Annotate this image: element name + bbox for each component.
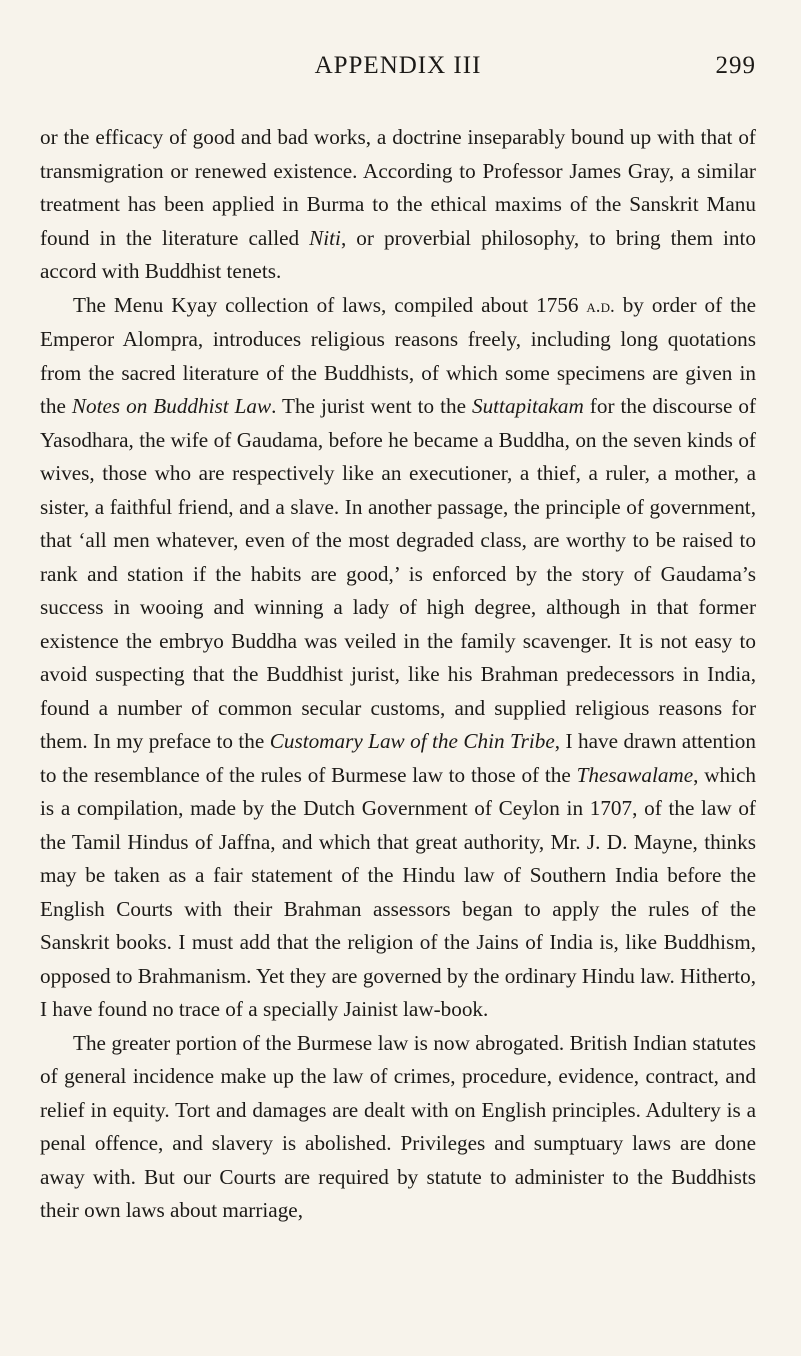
text-run: , which is a compilation, made by the Dutch Government of Ceylon in 1707, of the law of the Tamil Hindus of Jaffna, and which that great authority, Mr. J. D. Mayne, thinks may be taken as a fair statement of the Hindu law of Southern India before the English Courts with their Brahman assessors began to apply the rules of the Sanskrit books. I must add that the religion of the Jains of India is, like Buddhism, opposed to Brahmanism. Yet they are governed by the ordinary Hindu law. Hitherto, I have found no trace of a specially Jainist law-book. — [40, 762, 756, 1021]
italic-title: Thesawalame — [576, 762, 694, 787]
paragraph-menu-kyay — [40, 289, 756, 1027]
text-run: for the discourse of Yasodhara, the wife of Gaudama, before he became a Buddha, on the seven kinds of wives, those who are respectively like an executioner, a thief, a ruler, a mother, a sister, a faithful friend, and a slave. In another passage, the principle of government, that ‘all men whatever, even of the most degraded class, are worthy to be raised to rank and station if the habits are good,’ is enforced by the story of Gaudama’s success in wooing and winning a lady of high degree, although in that former existence the embryo Buddha was veiled in the family scavenger. It is not easy to avoid suspecting that the Buddhist jurist, like his Brahman predecessors in India, found a number of common secular customs, and supplied religious reasons for them. In my preface to the — [40, 394, 757, 753]
running-header — [40, 52, 756, 86]
italic-term: Niti — [309, 225, 341, 250]
running-title: APPENDIX III — [314, 52, 482, 79]
text-run: or the efficacy of good and bad works, a doctrine inseparably bound up with that of transmigration or renewed existence. According to Professor James Gray, a similar treatment has been applied in Burma to the ethical maxims of the Sanskrit Manu found in the literature called — [40, 125, 756, 250]
text-run: The greater portion of the Burmese law is now abrogated. British Indian statutes of general incidence make up the law of crimes, procedure, evidence, contract, and relief in equity. Tort and damages are dealt with on English principles. Adultery is a penal offence, and slavery is abolished. Privileges and sumptuary laws are done away with. But our Courts are required by statute to administer to the Buddhists their own laws about marriage, — [40, 1030, 756, 1222]
page-number: 299 — [715, 52, 756, 79]
text-run: , I have drawn attention to the resemblance of the rules of Burmese law to those of the — [40, 729, 756, 787]
text-run: , or proverbial philosophy, to bring them into accord with Buddhist tenets. — [40, 225, 756, 283]
small-caps-era: a.d. — [586, 295, 615, 317]
text-run: by order of the Emperor Alompra, introduces religious reasons freely, including long quotations from the sacred literature of the Buddhists, of which some specimens are given in the — [40, 292, 756, 418]
paragraph-continued — [40, 121, 756, 289]
text-run: The Menu Kyay collection of laws, compiled about 1756 — [73, 292, 587, 317]
italic-title: Customary Law of the Chin Tribe — [269, 729, 555, 753]
paragraph-abrogation — [40, 1027, 756, 1228]
italic-title: Suttapitakam — [471, 394, 584, 418]
text-run: . The jurist went to the — [271, 394, 472, 418]
italic-title: Notes on Buddhist Law — [71, 394, 272, 418]
body-text — [40, 121, 756, 1228]
